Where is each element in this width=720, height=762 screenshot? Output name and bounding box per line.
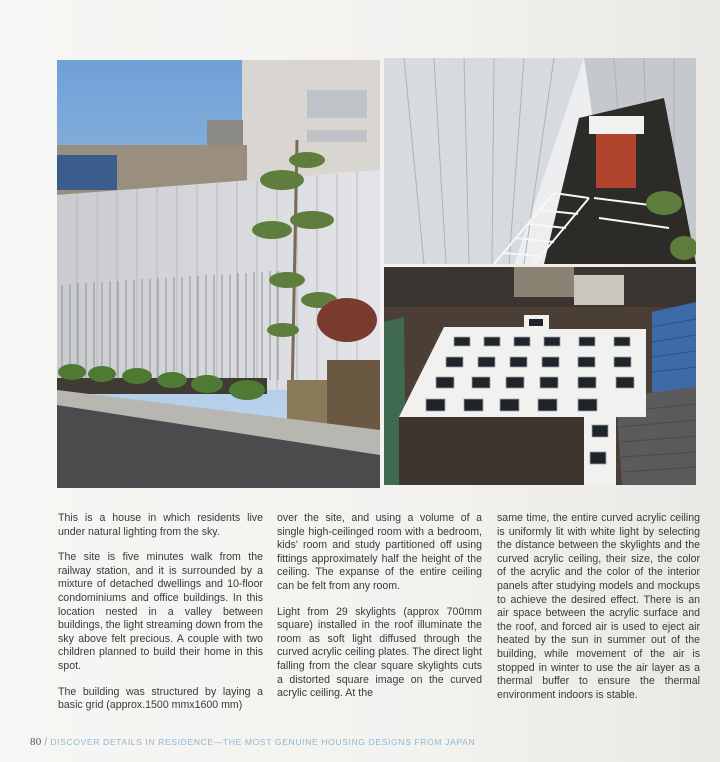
page-footer <box>30 736 475 748</box>
text-column-3 <box>497 512 700 714</box>
stair-photo <box>384 58 696 264</box>
paragraph: The building was structured by laying a basic grid (approx.1500 mmx1600 mm) <box>58 685 263 712</box>
paragraph: same time, the entire curved acrylic ceiling is uniformly lit with white light by selecting the distance between the skylights and the curved acrylic ceiling, their size, the color of the acrylic and the color of the interior panels after studying models and mockups to achieve the desired effect. There is an air space between the acrylic surface and the roof, and forced air is used to eject air heated by the sun in summer out of the building, while movement of the air is stopped in winter to use the air layer as a thermal buffer to ensure the thermal environment indoors is stable. <box>497 512 700 701</box>
street-photo <box>57 60 380 488</box>
running-title: DISCOVER DETAILS IN RESIDENCE—THE MOST GENUINE HOUSING DESIGNS FROM JAPAN <box>50 737 476 747</box>
paragraph: This is a house in which residents live under natural lighting from the sky. <box>58 512 263 538</box>
text-column-2 <box>277 512 482 713</box>
aerial-photo <box>384 267 696 485</box>
footer-separator: / <box>41 737 51 748</box>
text-column-1 <box>58 512 263 725</box>
page-number: 80 <box>30 736 42 748</box>
paragraph: Light from 29 skylights (approx 700mm square) installed in the roof illuminate the room as soft light diffused through the curved acrylic ceiling plates. The direct light falling from the clear square skylights cuts a distorted square image on the curved acrylic ceiling. At the <box>277 605 482 700</box>
paragraph: over the site, and using a volume of a single high-ceilinged room with a bedroom, kids' room and study partitioned off using fittings approximately half the height of the ceiling. The expanse of the entire ceiling can be felt from any room. <box>277 512 482 592</box>
paragraph: The site is five minutes walk from the railway station, and it is surrounded by a mixture of detached dwellings and 10-floor condominiums and office buildings. In this location nested in a valley between buildings, the light streaming down from the sky above felt precious. A couple with two children planned to build their home in this spot. <box>58 551 263 672</box>
